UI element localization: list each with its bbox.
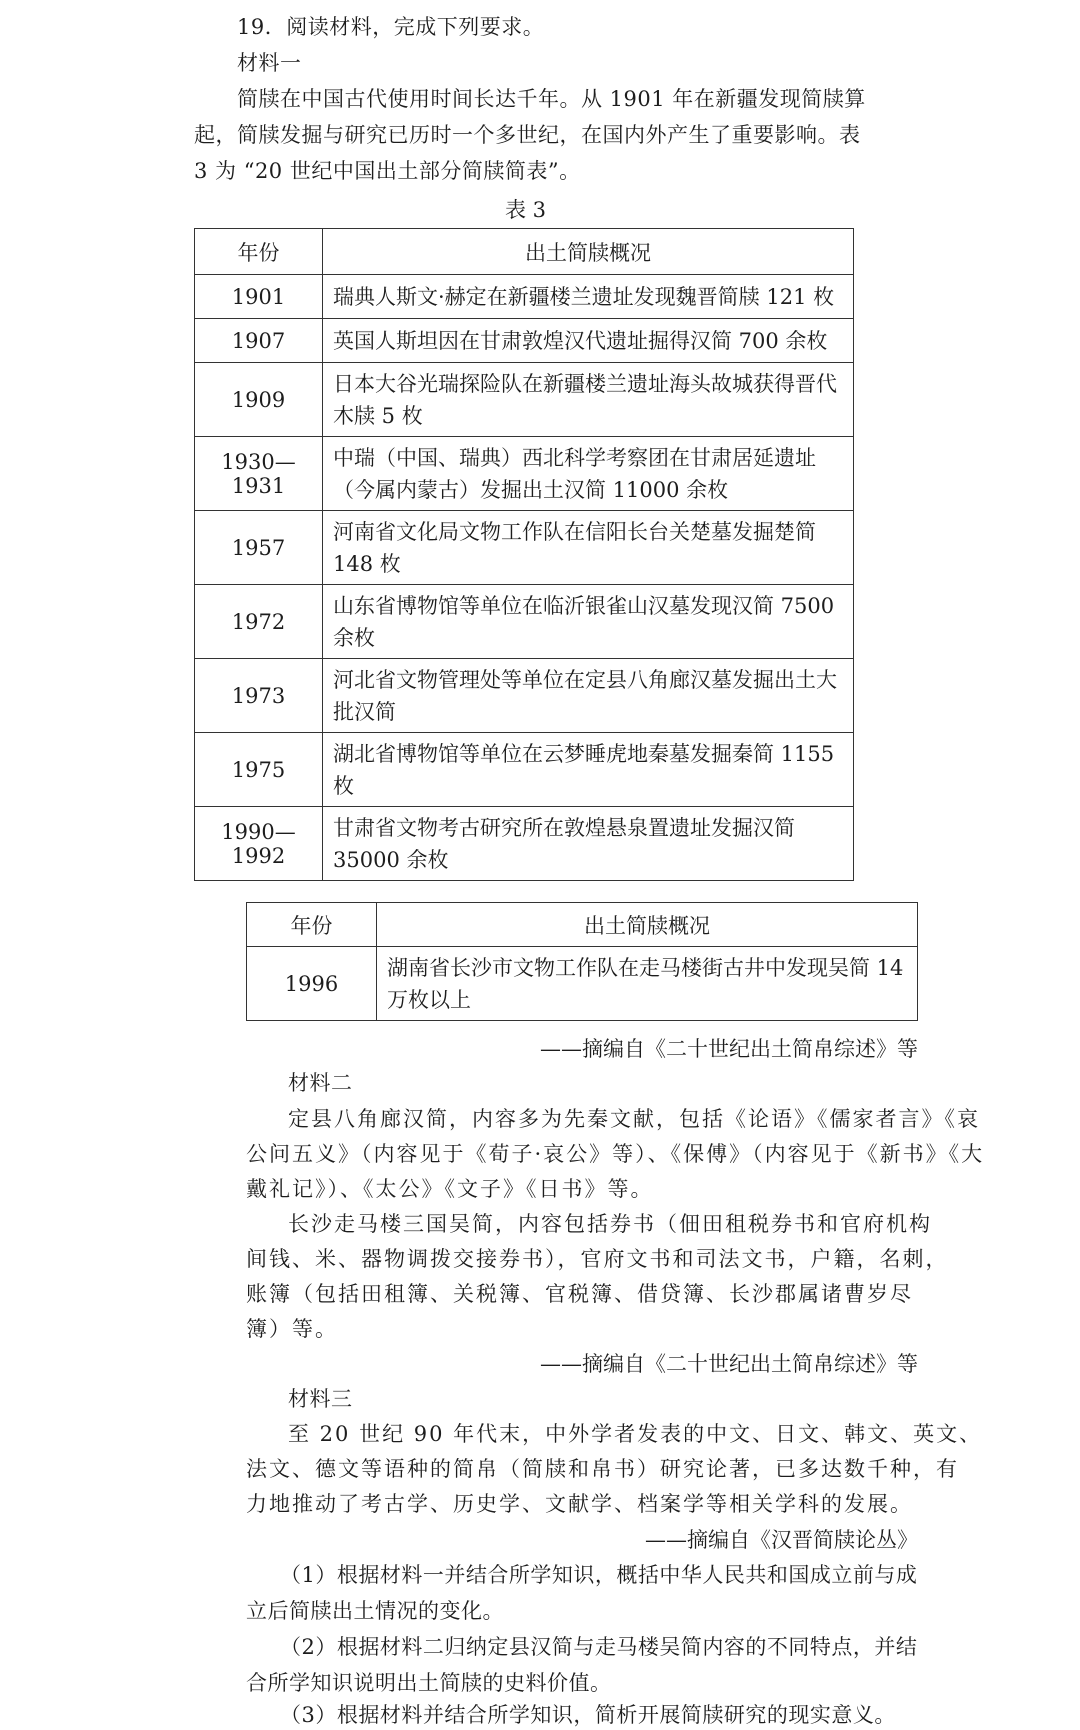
material-three-line: 法文、德文等语种的简帛（简牍和帛书）研究论著，已多达数千种，有	[246, 1457, 959, 1481]
row-year: 1996	[247, 947, 377, 1021]
header-summary: 出土简牍概况	[323, 229, 854, 275]
row-desc: 河南省文化局文物工作队在信阳长台关楚墓发掘楚简 148 枚	[323, 511, 854, 585]
sub-question-1-cont: 立后简牍出土情况的变化。	[246, 1599, 504, 1623]
material-three-label: 材料三	[288, 1387, 353, 1411]
material-two-line: 长沙走马楼三国吴简，内容包括券书（佃田租税券书和官府机构	[288, 1212, 932, 1236]
material-one-line: 起，简牍发掘与研究已历时一个多世纪，在国内外产生了重要影响。表	[194, 123, 861, 147]
table-row	[195, 733, 854, 807]
material-two-line: 戴礼记》）、《太公》《文子》《日书》等。	[246, 1177, 654, 1201]
material-two-line: 定县八角廊汉简，内容多为先秦文献，包括《论语》《儒家者言》《哀	[288, 1107, 980, 1131]
row-year: 1909	[195, 363, 323, 437]
material-one-label: 材料一	[237, 51, 302, 75]
table-row	[195, 319, 854, 363]
question-heading: 19．阅读材料，完成下列要求。	[237, 15, 545, 39]
row-desc: 日本大谷光瑞探险队在新疆楼兰遗址海头故城获得晋代木牍 5 枚	[323, 363, 854, 437]
table-header-row	[247, 903, 918, 947]
material-two-line: 公问五义》（内容见于《荀子·哀公》等）、《保傅》（内容见于《新书》《大	[246, 1142, 985, 1166]
row-desc: 河北省文物管理处等单位在定县八角廊汉墓发掘出土大批汉简	[323, 659, 854, 733]
source-citation: ——摘编自《汉晋简牍论丛》	[645, 1528, 918, 1552]
table-row	[195, 659, 854, 733]
table-row	[195, 363, 854, 437]
row-desc: 山东省博物馆等单位在临沂银雀山汉墓发现汉简 7500 余枚	[323, 585, 854, 659]
sub-question-2-cont: 合所学知识说明出土简牍的史料价值。	[246, 1671, 612, 1695]
sub-question-1: （1）根据材料一并结合所学知识，概括中华人民共和国成立前与成	[280, 1563, 918, 1587]
material-two-line: 间钱、米、器物调拨交接券书），官府文书和司法文书，户籍，名刺，	[246, 1247, 949, 1271]
header-year: 年份	[195, 229, 323, 275]
row-year: 1972	[195, 585, 323, 659]
row-desc: 湖南省长沙市文物工作队在走马楼街古井中发现吴简 14 万枚以上	[377, 947, 918, 1021]
table-row	[195, 585, 854, 659]
material-two-label: 材料二	[288, 1071, 353, 1095]
row-year: 1973	[195, 659, 323, 733]
row-year: 1975	[195, 733, 323, 807]
row-year: 1907	[195, 319, 323, 363]
table-row	[195, 275, 854, 319]
row-year: 1901	[195, 275, 323, 319]
sub-question-3: （3）根据材料并结合所学知识，简析开展简牍研究的现实意义。	[280, 1703, 896, 1727]
row-desc: 英国人斯坦因在甘肃敦煌汉代遗址掘得汉简 700 余枚	[323, 319, 854, 363]
row-desc: 湖北省博物馆等单位在云梦睡虎地秦墓发掘秦简 1155 枚	[323, 733, 854, 807]
row-year: 1930—1931	[195, 437, 323, 511]
material-two-line: 簿）等。	[246, 1317, 338, 1341]
row-desc: 瑞典人斯文·赫定在新疆楼兰遗址发现魏晋简牍 121 枚	[323, 275, 854, 319]
material-three-line: 力地推动了考古学、历史学、文献学、档案学等相关学科的发展。	[246, 1492, 913, 1516]
table-caption: 表 3	[505, 198, 547, 222]
table-row	[195, 437, 854, 511]
table-row	[247, 947, 918, 1021]
source-citation: ——摘编自《二十世纪出土简帛综述》等	[540, 1037, 918, 1061]
table-row	[195, 807, 854, 881]
table-row	[195, 511, 854, 585]
header-year: 年份	[247, 903, 377, 947]
header-summary: 出土简牍概况	[377, 903, 918, 947]
source-citation: ——摘编自《二十世纪出土简帛综述》等	[540, 1352, 918, 1376]
unearthed-slips-table-continued	[246, 902, 918, 1021]
material-three-line: 至 20 世纪 90 年代末，中外学者发表的中文、日文、韩文、英文、	[288, 1422, 983, 1446]
row-desc: 甘肃省文物考古研究所在敦煌悬泉置遗址发掘汉简 35000 余枚	[323, 807, 854, 881]
sub-question-2: （2）根据材料二归纳定县汉简与走马楼吴简内容的不同特点，并结	[280, 1635, 918, 1659]
row-year: 1957	[195, 511, 323, 585]
table-header-row	[195, 229, 854, 275]
material-two-line: 账簿（包括田租簿、关税簿、官税簿、借贷簿、长沙郡属诸曹岁尽	[246, 1282, 913, 1306]
row-desc: 中瑞（中国、瑞典）西北科学考察团在甘肃居延遗址（今属内蒙古）发掘出土汉简 11000 余枚	[323, 437, 854, 511]
row-year: 1990—1992	[195, 807, 323, 881]
unearthed-slips-table	[194, 228, 854, 881]
material-one-line: 3 为 “20 世纪中国出土部分简牍简表”。	[194, 159, 581, 183]
material-one-line: 简牍在中国古代使用时间长达千年。从 1901 年在新疆发现简牍算	[237, 87, 866, 111]
